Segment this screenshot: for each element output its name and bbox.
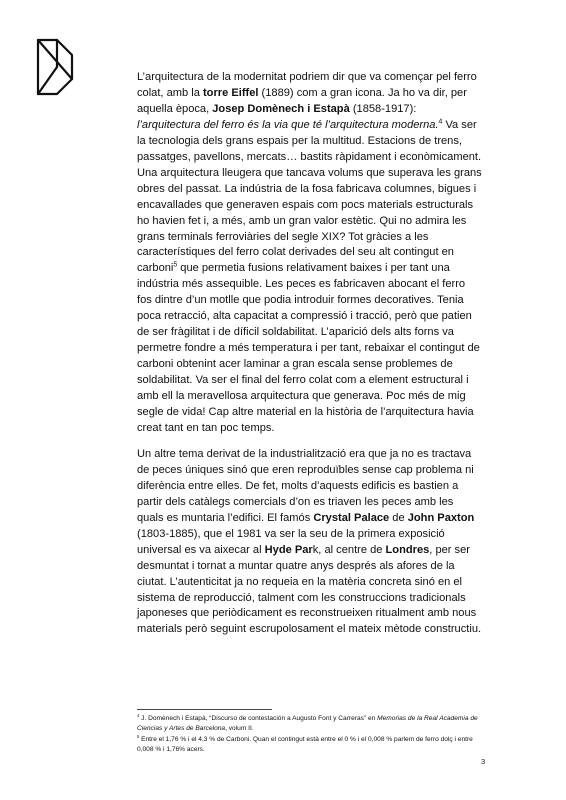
page-number: 3 xyxy=(481,757,486,766)
footnotes xyxy=(137,714,482,756)
text-run: (1803-1885), que el 1981 va ser la seu de la primera exposició universal es va aixecar al xyxy=(137,527,445,556)
bold-text: Hyde Par xyxy=(264,543,313,556)
text-run: L’arquitectura de la modernitat podriem dir que va començar pel ferro colat, amb la xyxy=(137,71,477,99)
text-run: Un altre tema derivat de la industrialització era que ja no es tractava de peces úniques sinó que eren reproduïbles sense cap problema ni diferència entre elles. De fet, molts d’aquests edificis es bastien a partir dels catàlegs comercials d’on es triaven les peces amb les quals es muntaria l’edifici. El famós xyxy=(137,447,474,524)
italic-text: Memorias de la Real Academia de Ciencias y Artes de Barcelona xyxy=(137,715,478,733)
italic-text: l’arquitectura del ferro és la via que té l’arquitectura moderna. xyxy=(137,118,439,131)
paragraph xyxy=(137,70,482,437)
text-run: , per ser desmuntat i tornat a muntar quatre anys després als afores de la ciutat. L’autenticitat ja no requeia en la matèria concreta sinó en el sistema de reproducció, talment com les construccions tradicionals japoneses que periòdicament es reconstrueixen ritualment amb nous materials però seguint escrupolosament el mateix mètode constructiu. xyxy=(137,543,482,636)
text-run: (1889) com a gran icona. Ja ho va dir, per aquella època, xyxy=(137,86,467,115)
text-run: que permetia fusions relativament baixes i per tant una indústria més assequible. Les peces es fabricaven abocant el ferro fos dintre d’un motlle que podia introduir formes decoratives. Tenia poca retracció, alta capacitat a compressió i tracció, però que patien de ser fràgilitat i de díficil soldabilitat. L’aparició dels alts forns va permetre fondre a més temperatura i per tant, rebaixar el contingut de carboni obtenint acer laminar a gran escala sense problemes de soldabilitat. Va ser el final del ferro colat com a element estructural i amb ell la meravellosa arquitectura que generava. Poc més de mig segle de vida! Cap altre material en la història de l’arquitectura havia creat tant en tan poc temps. xyxy=(137,262,480,434)
footnote-ref: 4 xyxy=(438,118,443,126)
footnote-divider xyxy=(137,709,272,710)
text-run: k, al centre de xyxy=(312,543,386,556)
text-run: Va ser la tecnologia dels grans espais per la multitud. Estacions de trens, passatges, pavellons, mercats… bastits ràpidament i econòmicament. Una arquitectura lleugera que tancava volums que superava les grans obres del passat. La indústria de la fosa fabricava columnes, bigues i encavallades que generaven espais com pocs materials estructurals ho havien fet i, a més, amb un gran valor estètic. Qui no admira les grans terminals ferroviàries del segle XIX? Tot gràcies a les característiques del ferro colat derivades del seu alt contingut en carboni xyxy=(137,118,482,275)
text-run: J. Domènech i Estapà, “Discurso de contestación a Augusto Font y Carreras” en xyxy=(139,715,378,722)
footnote-ref: 5 xyxy=(137,733,140,739)
bold-text: Josep Domènech i Estapà xyxy=(212,102,350,115)
text-run: de xyxy=(389,511,408,524)
footnote-ref: 5 xyxy=(173,261,178,269)
paragraph xyxy=(137,447,482,638)
footnote xyxy=(137,714,482,735)
text-run: (1858-1917): xyxy=(349,102,417,115)
body-text xyxy=(137,70,482,648)
footnote-ref: 4 xyxy=(137,712,140,718)
bold-text: Crystal Palace xyxy=(313,511,390,524)
footnote xyxy=(137,735,482,756)
folded-paper-logo-icon xyxy=(29,37,75,97)
bold-text: torre Eiffel xyxy=(202,86,259,99)
bold-text: John Paxton xyxy=(407,511,475,524)
text-run: , volum II. xyxy=(225,725,254,733)
bold-text: Londres xyxy=(385,543,430,556)
text-run: Entre el 1,76 % i el 4,3 % de Carboni. Quan el contingut està entre el 0 % i el 0,008 % parlem de ferro dolç i entre 0,008 % i 1,76% acers. xyxy=(137,735,473,754)
